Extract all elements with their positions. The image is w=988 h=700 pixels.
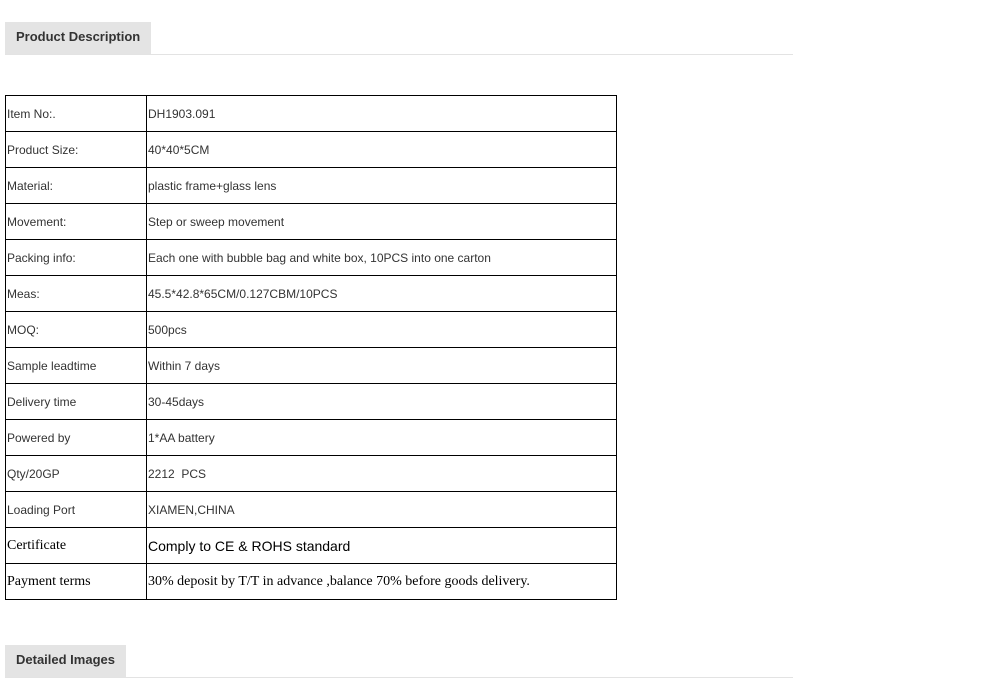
spec-label: Loading Port	[6, 492, 147, 528]
spec-value: Within 7 days	[147, 348, 617, 384]
spec-row-moq	[6, 312, 617, 348]
product-description-tab[interactable]: Product Description	[5, 22, 151, 54]
spec-label: Powered by	[6, 420, 147, 456]
spec-label: Certificate	[6, 528, 147, 564]
spec-row-item-no	[6, 96, 617, 132]
spec-row-certificate	[6, 528, 617, 564]
spec-label: Material:	[6, 168, 147, 204]
spec-label: Movement:	[6, 204, 147, 240]
spec-row-packing-info	[6, 240, 617, 276]
spec-row-delivery-time	[6, 384, 617, 420]
spec-value: 1*AA battery	[147, 420, 617, 456]
spec-value: 40*40*5CM	[147, 132, 617, 168]
spec-label: Product Size:	[6, 132, 147, 168]
spec-label: Delivery time	[6, 384, 147, 420]
spec-label: Packing info:	[6, 240, 147, 276]
spec-row-powered-by	[6, 420, 617, 456]
spec-row-material	[6, 168, 617, 204]
spec-value: XIAMEN,CHINA	[147, 492, 617, 528]
spec-value: Each one with bubble bag and white box, 10PCS into one carton	[147, 240, 617, 276]
spec-row-payment-terms	[6, 564, 617, 600]
spec-label: Qty/20GP	[6, 456, 147, 492]
spec-row-meas	[6, 276, 617, 312]
spec-value: 30% deposit by T/T in advance ,balance 70% before goods delivery.	[147, 564, 617, 600]
spec-label: Item No:.	[6, 96, 147, 132]
spec-value: Step or sweep movement	[147, 204, 617, 240]
spec-row-movement	[6, 204, 617, 240]
spec-label: Payment terms	[6, 564, 147, 600]
spec-value: Comply to CE & ROHS standard	[147, 528, 617, 564]
detailed-images-tab[interactable]: Detailed Images	[5, 645, 126, 677]
spec-value: 30-45days	[147, 384, 617, 420]
spec-value: 45.5*42.8*65CM/0.127CBM/10PCS	[147, 276, 617, 312]
detailed-images-header	[5, 645, 793, 678]
spec-value: DH1903.091	[147, 96, 617, 132]
spec-value: 2212 PCS	[147, 456, 617, 492]
product-spec-table	[5, 95, 617, 600]
product-description-header	[5, 22, 793, 55]
spec-label: Sample leadtime	[6, 348, 147, 384]
spec-value: 500pcs	[147, 312, 617, 348]
spec-label: Meas:	[6, 276, 147, 312]
spec-row-sample-leadtime	[6, 348, 617, 384]
spec-row-product-size	[6, 132, 617, 168]
spec-label: MOQ:	[6, 312, 147, 348]
spec-row-qty-20gp	[6, 456, 617, 492]
spec-value: plastic frame+glass lens	[147, 168, 617, 204]
spec-row-loading-port	[6, 492, 617, 528]
